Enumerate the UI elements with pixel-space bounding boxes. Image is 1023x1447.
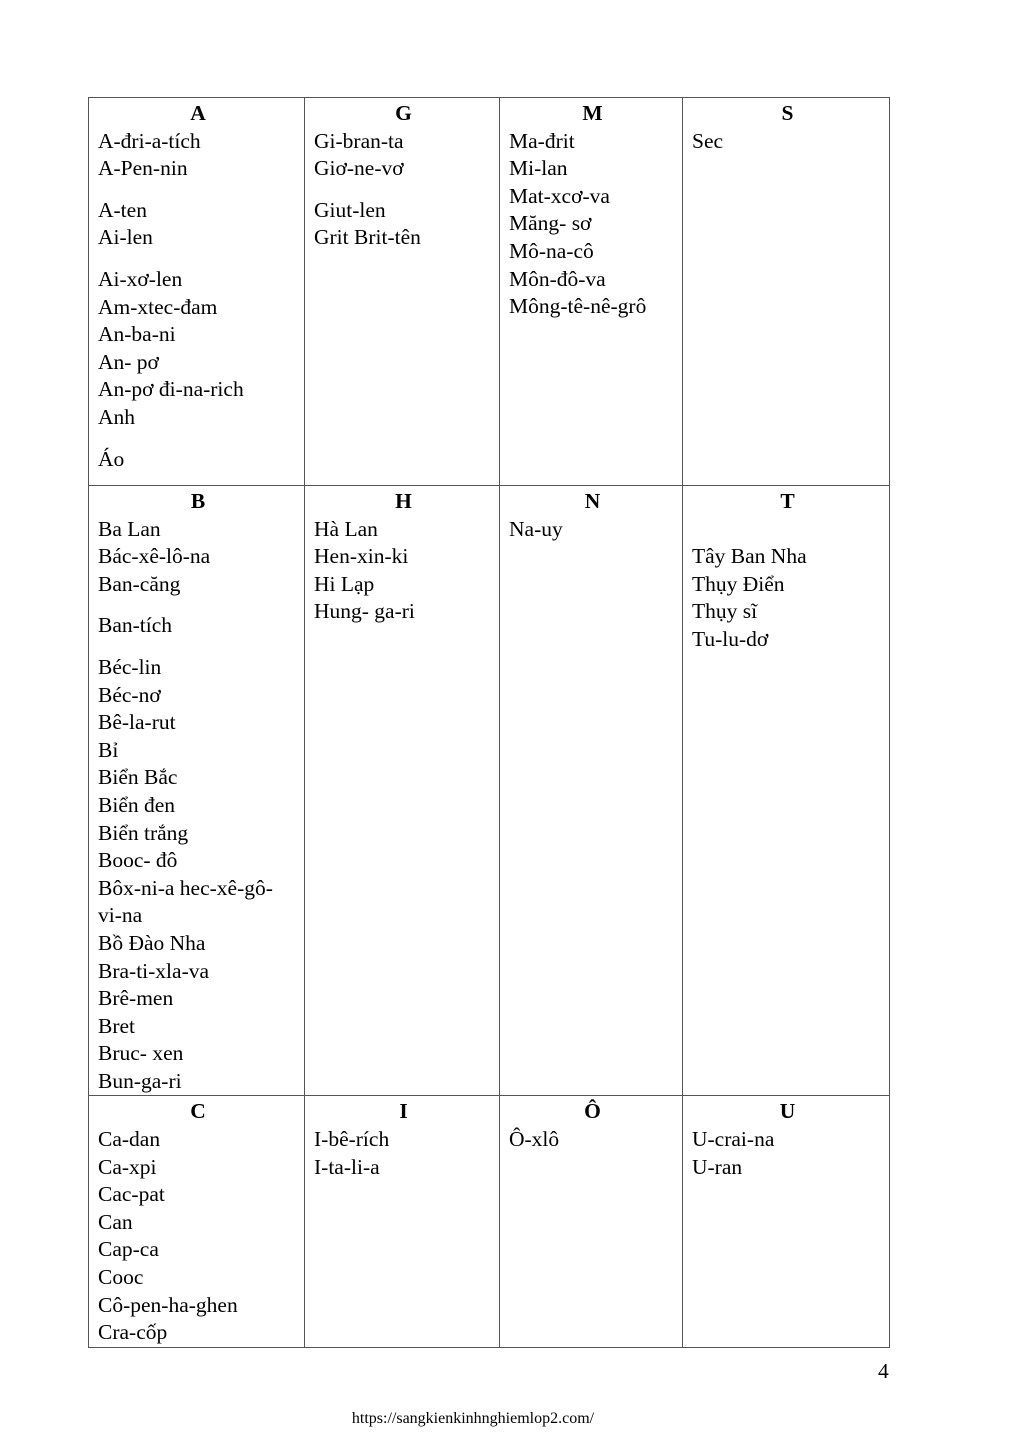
place-name-entry: Bun-ga-ri: [98, 1068, 182, 1093]
place-name-entry: Giơ-ne-vơ: [314, 156, 404, 181]
place-name-entry: Biển trắng: [98, 820, 189, 845]
place-name-entry: Cô-pen-ha-ghen: [98, 1292, 238, 1317]
letter-group-cell: [89, 486, 305, 1096]
place-name-entry: Hen-xin-ki: [314, 544, 409, 569]
place-name-entry: Bôx-ni-a hec-xê-gô- vi-na: [98, 875, 273, 928]
place-name-entry: Hung- ga-ri: [314, 599, 415, 624]
letter-group-cell: [683, 1096, 890, 1347]
place-name-entry: Na-uy: [509, 516, 563, 541]
place-name-entry: Cac-pat: [98, 1182, 165, 1207]
place-name-entry: Biển đen: [98, 792, 176, 817]
place-name-entry: Mông-tê-nê-grô: [509, 294, 647, 319]
place-name-entry: Cooc: [98, 1265, 144, 1290]
letter-heading: I: [399, 1099, 408, 1124]
place-name-entry: I-bê-rích: [314, 1127, 390, 1152]
place-name-entry: A-Pen-nin: [98, 156, 188, 181]
letter-heading: N: [584, 489, 601, 513]
page-number: 4: [878, 1359, 889, 1383]
place-name-entry: U-ran: [692, 1154, 743, 1179]
letter-group-cell: [305, 1096, 500, 1347]
letter-heading: G: [395, 101, 412, 125]
place-name-entry: An-pơ đi-na-rich: [98, 377, 244, 402]
place-name-entry: An-ba-ni: [98, 322, 176, 347]
table-row: [89, 1096, 890, 1347]
place-name-entry: Biển Bắc: [98, 765, 178, 790]
letter-heading: T: [780, 489, 795, 513]
place-name-entry: Béc-lin: [98, 654, 162, 679]
place-name-entry: Mô-na-cô: [509, 238, 594, 263]
letter-heading: M: [582, 101, 603, 125]
place-name-entry: Môn-đô-va: [509, 266, 606, 291]
place-name-entry: Grit Brit-tên: [314, 225, 421, 250]
letter-heading: H: [395, 489, 412, 513]
letter-group-cell: [500, 98, 683, 486]
letter-group-cell: [683, 486, 890, 1096]
place-name-entry: Sec: [692, 128, 724, 153]
place-name-entry: Hà Lan: [314, 516, 378, 541]
place-name-entry: Ca-dan: [98, 1127, 161, 1152]
letter-group-cell: [89, 1096, 305, 1347]
letter-heading: C: [190, 1099, 206, 1124]
place-name-entry: U-crai-na: [692, 1127, 775, 1152]
place-name-entry: Ai-xơ-len: [98, 266, 183, 291]
letter-group-cell: [683, 98, 890, 486]
letter-group-cell: [89, 98, 305, 486]
place-name-entry: Thụy sĩ: [692, 599, 758, 624]
place-name-entry: Brê-men: [98, 986, 174, 1011]
place-name-entry: Bra-ti-xla-va: [98, 958, 210, 983]
place-name-entry: Ô-xlô: [509, 1127, 560, 1152]
place-name-entry: Mi-lan: [509, 156, 568, 181]
place-name-entry: Áo: [98, 446, 125, 471]
place-name-entry: Bác-xê-lô-na: [98, 544, 211, 569]
place-name-entry: [692, 516, 883, 544]
place-name-entry: Ma-đrit: [509, 128, 575, 153]
letter-group-cell: [500, 1096, 683, 1347]
letter-heading: A: [190, 101, 206, 125]
place-name-entry: Anh: [98, 404, 136, 429]
place-name-entry: Giut-len: [314, 197, 386, 222]
place-name-entry: Tu-lu-dơ: [692, 626, 769, 651]
letter-group-cell: [305, 486, 500, 1096]
place-name-entry: Ca-xpi: [98, 1154, 157, 1179]
place-name-entry: Ai-len: [98, 225, 153, 250]
place-name-entry: Tây Ban Nha: [692, 544, 807, 569]
place-name-table: [88, 97, 890, 1348]
place-name-entry: Thụy Điển: [692, 571, 785, 596]
place-name-entry: Béc-nơ: [98, 682, 161, 707]
place-name-entry: Booc- đô: [98, 848, 178, 873]
table-row: [89, 486, 890, 1096]
place-name-entry: Ban-tích: [98, 613, 173, 638]
place-name-entry: I-ta-li-a: [314, 1154, 380, 1179]
place-name-entry: Ba Lan: [98, 516, 161, 541]
letter-heading: B: [190, 489, 206, 513]
letter-group-cell: [305, 98, 500, 486]
place-name-entry: Bê-la-rut: [98, 710, 176, 735]
place-name-entry: Bruc- xen: [98, 1041, 184, 1066]
place-name-entry: A-ten: [98, 197, 147, 222]
place-name-entry: Bồ Đào Nha: [98, 930, 206, 955]
place-name-entry: Bỉ: [98, 737, 119, 762]
letter-group-cell: [500, 486, 683, 1096]
place-name-entry: Gi-bran-ta: [314, 128, 404, 153]
place-name-entry: Mat-xcơ-va: [509, 183, 610, 208]
place-name-entry: Hi Lạp: [314, 571, 375, 596]
place-name-entry: Ban-căng: [98, 571, 181, 596]
place-name-entry: Cra-cốp: [98, 1320, 168, 1345]
place-name-entry: Am-xtec-đam: [98, 294, 218, 319]
table-row: [89, 98, 890, 486]
place-name-entry: Bret: [98, 1013, 136, 1038]
letter-heading: S: [781, 101, 794, 125]
letter-heading: U: [779, 1099, 796, 1124]
place-name-entry: An- pơ: [98, 349, 159, 374]
place-name-entry: Can: [98, 1209, 133, 1234]
place-name-entry: Cap-ca: [98, 1237, 159, 1262]
footer-url[interactable]: https://sangkienkinhnghiemlop2.com/: [351, 1410, 595, 1427]
letter-heading: Ô: [584, 1099, 601, 1124]
place-name-entry: A-đri-a-tích: [98, 128, 201, 153]
place-name-entry: Măng- sơ: [509, 211, 592, 236]
